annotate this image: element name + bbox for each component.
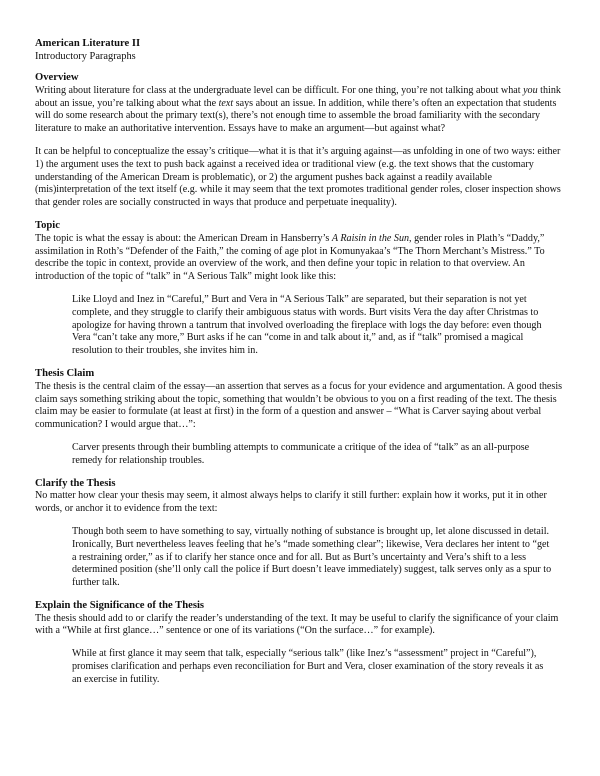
topic-section (35, 220, 565, 358)
clarify-section (35, 478, 565, 590)
text-run: , gender roles in Plath’s “Daddy,” assimilation in Roth’s “Defender of the Faith,” the coming of age plot in Komunyakaa’s “The Thorn Merchant’s Mistress.” To describe the topic in context, provide an overview of the work, and then define your topic in relation to that overview. An introduction of the topic of “talk” in “A Serious Talk” might look like this: (35, 232, 545, 283)
overview-section (35, 72, 565, 210)
thesis-example-quote: Carver presents through their bumbling attempts to communicate a critique of the idea of “talk” as an all-purpose remedy for relationship troubles. (72, 441, 530, 466)
document-subtitle: Introductory Paragraphs (35, 51, 136, 62)
clarify-heading: Clarify the Thesis (35, 477, 116, 489)
text-run: says about an issue. In addition, while there’s often an expectation that students will do some research about the primary text(s), there’s not enough time to assemble the broad familiarity with the secondary literature to make an authoritative intervention. Essays have to make an argument—but against what? (35, 97, 557, 135)
text-run: Writing about literature for class at the undergraduate level can be difficult. For one thing, you’re not talking about what (35, 84, 524, 96)
document-page (35, 37, 565, 687)
document-title: American Literature II (35, 38, 141, 49)
overview-heading: Overview (35, 72, 79, 83)
significance-example-quote: While at first glance it may seem that talk, especially “serious talk” (like Inez’s “assessment” project in “Careful”), promises clarification and perhaps even reconciliation for Burt and Vera, closer examination of the story reveals it as an exercise in futility. (72, 648, 544, 685)
topic-heading: Topic (35, 219, 60, 231)
topic-example-quote: Like Lloyd and Inez in “Careful,” Burt and Vera in “A Serious Talk” are separated, but their separation is not yet complete, and they struggle to clarify their ambiguous status with words. Burt visits Vera the day after Christmas to apologize for having thrown a tantrum that involved overloading the fireplace with logs the day before: even though Vera “can’t take any more,” Burt asks if he can “come in and talk about it,” and, as if “talk” promised a magical resolution to their troubles, she invites him in. (72, 293, 542, 357)
significance-paragraph: The thesis should add to or clarify the reader’s understanding of the text. It may be useful to clarify the significance of your claim with a “While at first glance…” sentence or one of its variations (“On the surface…” for example). (35, 612, 559, 637)
text-run: think about an issue, you’re talking about what the (35, 84, 561, 109)
emphasis-text: text (218, 97, 234, 109)
topic-paragraph (35, 233, 565, 284)
emphasis-you: you (523, 84, 538, 96)
significance-section (35, 600, 565, 687)
significance-heading: Explain the Significance of the Thesis (35, 599, 205, 611)
clarify-example-quote: Though both seem to have something to say, virtually nothing of substance is brought up, let alone discussed in detail. Ironically, Burt nevertheless leaves feeling that he’s “made something clear”; likewise, Vera declares her intent to “get a restraining order,” as if to clarify her stance once and for all. But as Burt’s uncertainty and Vera’s shift to a less determined position (she’ll only call the police if Burt doesn’t leave immediately) suggest, talk serves only as a spur to further talk. (72, 525, 552, 589)
text-run: The topic is what the essay is about: the American Dream in Hansberry’s (35, 232, 332, 244)
clarify-paragraph: No matter how clear your thesis may seem, it almost always helps to clarify it still further: explain how it works, put it in other words, or anchor it to evidence from the text: (35, 490, 547, 515)
thesis-heading: Thesis Claim (35, 367, 95, 379)
thesis-paragraph: The thesis is the central claim of the essay—an assertion that serves as a focus for your evidence and argumentation. A good thesis claim says something striking about the topic, something that wouldn’t be obvious to you on a first reading of the text. The thesis claim may be easier to formulate (at least at first) in the form of a question and answer – “What is Carver saying about verbal communication? I would argue that…”: (35, 380, 563, 431)
overview-paragraph-2: It can be helpful to conceptualize the essay’s critique—what it is that it’s arguing against—as unfolding in one of two ways: either 1) the argument uses the text to push back against a received idea or traditional view (e.g. the text shows that the customary understanding of the American Dream is problematic), or 2) the argument pushes back against a readily available (mis)interpretation of the text itself (e.g. while it may seem that the text promotes traditional gender roles, closer inspection shows that gender roles are socially constructed in ways that produce and perpetuate inequality). (35, 145, 561, 209)
overview-paragraph-1 (35, 85, 565, 136)
thesis-section (35, 368, 565, 468)
emphasis-title: A Raisin in the Sun (331, 232, 410, 244)
